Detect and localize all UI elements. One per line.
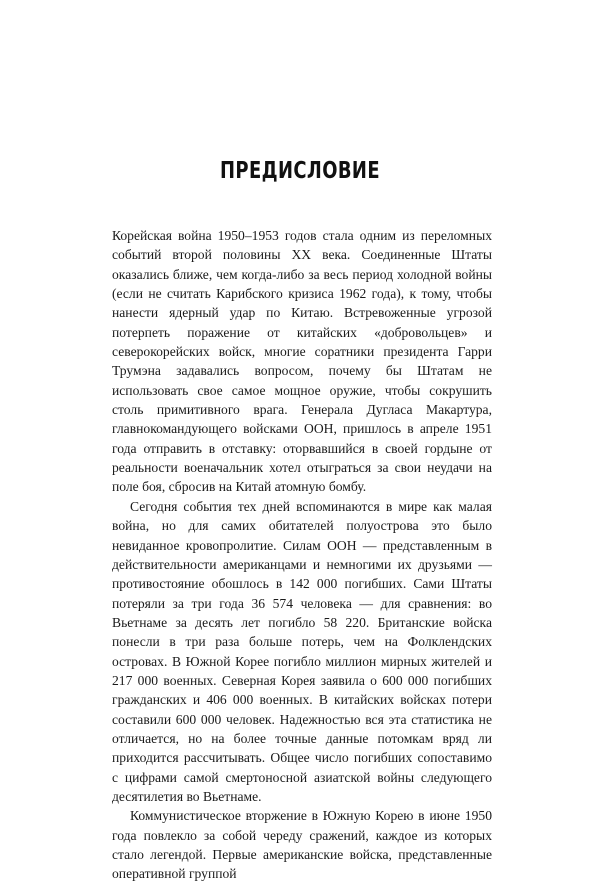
paragraph-2: Сегодня события тех дней вспоминаются в мире как малая война, но для самих обитателей полуострова это было невиданное кровопролитие. Силам ООН — представленным в действительности американцами и немногими их друзьями — противостояние обошлось в 142 000 погибших. Сами Штаты потеряли за три года 36 574 человека — для сравнения: во Вьетнаме за десять лет погибло 58 220. Британские войска понесли в три раза больше потерь, чем на Фолклендских островах. В Южной Корее погибло миллион мирных жителей и 217 000 военных. Северная Корея заявила о 600 000 погибших гражданских и 406 000 военных. В китайских войсках потери составили 600 000 человек. Надежностью вся эта статистика не отличается, но на более точные данные потомкам вряд ли приходится рассчитывать. Общее число погибших сопоставимо с цифрами самой смертоносной азиатской войны следующего десятилетия во Вьетнаме. (112, 498, 492, 804)
paragraph-1: Корейская война 1950–1953 годов стала одним из переломных событий второй половины XX века. Соединенные Штаты оказались ближе, чем когда-либо за весь период холодной войны (если не считать Карибского кризиса 1962 года), к тому, чтобы нанести ядерный удар по Китаю. Встревоженные угрозой потерпеть поражение от китайских «добровольцев» и северокорейских войск, многие соратники президента Гарри Трумэна задавались вопросом, почему бы Штатам не использовать свое самое мощное оружие, чтобы сокрушить столь примитивного врага. Генерала Дугласа Макартура, главнокомандующего войсками ООН, пришлось в апреле 1951 года отправить в отставку: оторвавшийся в своей гордыне от реальности военачальник хотел отыграться за свои неудачи на поле боя, сбросив на Китай атомную бомбу. (112, 228, 492, 495)
body-text (112, 226, 492, 884)
paragraph-3: Коммунистическое вторжение в Южную Корею в июне 1950 года повлекло за собой череду сражений, каждое из которых стало легендой. Первые американские войска, представленные оперативной группой (112, 808, 492, 882)
chapter-heading: ПРЕДИСЛОВИЕ (220, 158, 380, 184)
